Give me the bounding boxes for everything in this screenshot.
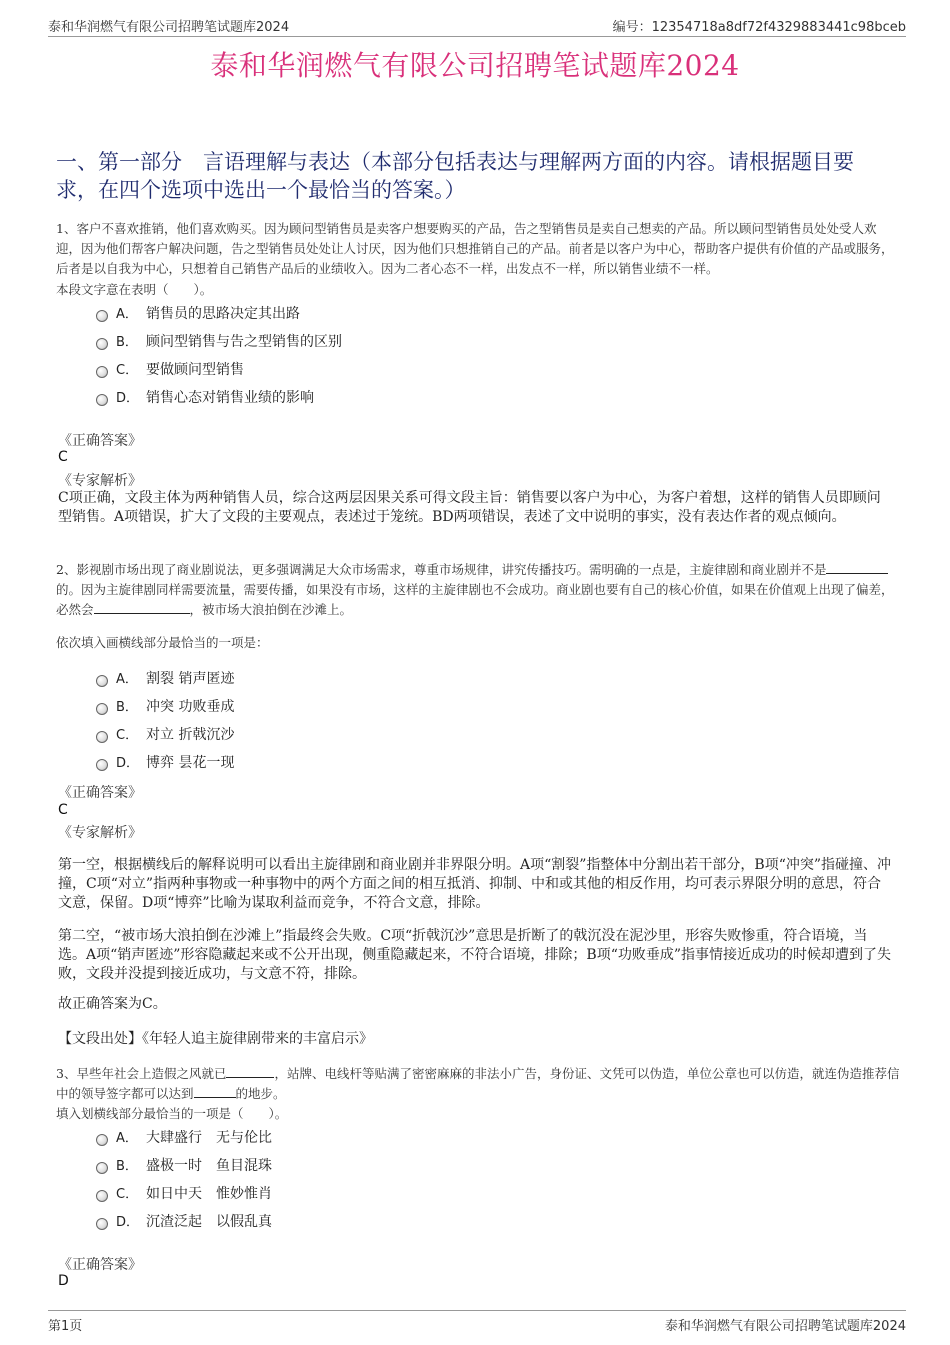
q1-option-a[interactable]: A． 销售员的思路决定其出路	[96, 303, 300, 325]
q1-answer-label: 《正确答案》	[58, 433, 142, 449]
radio-icon[interactable]	[96, 675, 108, 687]
q2-option-d[interactable]: D． 博弈 昙花一现	[96, 752, 234, 774]
radio-icon[interactable]	[96, 731, 108, 743]
blank-line	[194, 1085, 236, 1098]
blank-line	[226, 1065, 274, 1078]
page-header	[48, 14, 906, 37]
blank-line	[94, 601, 190, 614]
q3-answer-label: 《正确答案》	[58, 1257, 142, 1273]
q3-option-b[interactable]: B． 盛极一时 鱼目混珠	[96, 1155, 272, 1177]
q2-option-c[interactable]: C． 对立 折戟沉沙	[96, 724, 234, 746]
section-heading: 一、第一部分 言语理解与表达（本部分包括表达与理解两方面的内容。请根据题目要求，在四个选项中选出一个最恰当的答案。）	[56, 150, 854, 202]
q2-option-a[interactable]: A． 割裂 销声匿迹	[96, 668, 234, 690]
q2-analysis-label: 《专家解析》	[58, 825, 142, 841]
header-left: 泰和华润燃气有限公司招聘笔试题库2024	[48, 20, 290, 35]
q2-analysis-para3: 故正确答案为C。	[58, 996, 167, 1012]
q3-answer: D	[58, 1273, 69, 1289]
q1-answer: C	[58, 449, 68, 465]
document-title: 泰和华润燃气有限公司招聘笔试题库2024	[210, 49, 740, 82]
radio-icon[interactable]	[96, 1134, 108, 1146]
q1-stem: 1、客户不喜欢推销，他们喜欢购买。因为顾问型销售员是卖客户想要购买的产品，告之型销售员是卖自己想卖的产品。所以顾问型销售员处处受人欢迎，因为他们帮客户解决问题，告之型销售员处处让人讨厌，因为他们只想推销自己的产品。前者是以客户为中心，帮助客户提供有价值的产品或服务，后者是以自我为中心，只想着自己销售产品后的业绩收入。因为二者心态不一样，出发点不一样，所以销售业绩不一样。	[56, 221, 894, 276]
radio-icon[interactable]	[96, 1218, 108, 1230]
q2-stem: 2、影视剧市场出现了商业剧说法，更多强调满足大众市场需求，尊重市场规律，讲究传播技巧。需明确的一点是，主旋律剧和商业剧并不是的。因为主旋律剧同样需要流量，需要传播，如果没有市场，这样的主旋律剧也不会成功。商业剧也要有自己的核心价值，如果在价值观上出现了偏差，必然会 ，被市场大浪拍倒在沙滩上。	[56, 562, 894, 617]
radio-icon[interactable]	[96, 310, 108, 322]
q3-ask: 填入划横线部分最恰当的一项是（ ）。	[56, 1106, 288, 1121]
page-footer	[48, 1310, 906, 1333]
q2-analysis-para1: 第一空，根据横线后的解释说明可以看出主旋律剧和商业剧并非界限分明。A项“割裂”指整体中分割出若干部分，B项“冲突”指碰撞、冲撞，C项“对立”指两种事物或一种事物中的两个方面之间的相互抵消、抑制、中和或其他的相反作用，均可表示界限分明的意思，符合文意，保留。D项“博弈”比喻为谋取利益而竞争，不符合文意，排除。	[58, 857, 892, 911]
q1-analysis: C项正确，文段主体为两种销售人员，综合这两层因果关系可得文段主旨：销售要以客户为中心，为客户着想，这样的销售人员即顾问型销售。A项错误，扩大了文段的主要观点，表述过于笼统。BD两项错误，表述了文中说明的事实，没有表达作者的观点倾向。	[58, 490, 881, 525]
q1-analysis-label: 《专家解析》	[58, 473, 142, 489]
q1-ask: 本段文字意在表明（ ）。	[56, 282, 213, 297]
q2-option-b[interactable]: B． 冲突 功败垂成	[96, 696, 234, 718]
radio-icon[interactable]	[96, 366, 108, 378]
footer-title: 泰和华润燃气有限公司招聘笔试题库2024	[664, 1319, 906, 1334]
blank-line	[826, 561, 888, 574]
q1-option-d[interactable]: D． 销售心态对销售业绩的影响	[96, 387, 314, 409]
radio-icon[interactable]	[96, 338, 108, 350]
q3-stem: 3、早些年社会上造假之风就已 ，站牌、电线杆等贴满了密密麻麻的非法小广告，身份证、文凭可以伪造，单位公章也可以仿造，就连伪造推荐信中的领导签字都可以达到 的地步。	[56, 1066, 900, 1101]
q2-answer: C	[58, 802, 68, 818]
page-number: 第1页	[48, 1319, 83, 1334]
q3-option-a[interactable]: A． 大肆盛行 无与伦比	[96, 1127, 272, 1149]
radio-icon[interactable]	[96, 703, 108, 715]
q1-option-c[interactable]: C． 要做顾问型销售	[96, 359, 244, 381]
radio-icon[interactable]	[96, 394, 108, 406]
q2-ask: 依次填入画横线部分最恰当的一项是：	[56, 635, 269, 650]
q2-answer-label: 《正确答案》	[58, 785, 142, 801]
q2-analysis-para2: 第二空，“被市场大浪拍倒在沙滩上”指最终会失败。C项“折戟沉沙”意思是折断了的戟沉没在泥沙里，形容失败惨重，符合语境，当选。A项“销声匿迹”形容隐藏起来或不公开出现，侧重隐藏起来，不符合语境，排除；B项“功败垂成”指事情接近成功的时候却遭到了失败，文段并没提到接近成功，与文意不符，排除。	[58, 928, 892, 982]
q2-source: 【文段出处】《年轻人追主旋律剧带来的丰富启示》	[58, 1031, 373, 1047]
q3-option-c[interactable]: C． 如日中天 惟妙惟肖	[96, 1183, 272, 1205]
radio-icon[interactable]	[96, 759, 108, 771]
header-doc-id: 编号：12354718a8df72f4329883441c98bceb	[612, 20, 906, 35]
q1-option-b[interactable]: B． 顾问型销售与告之型销售的区别	[96, 331, 342, 353]
radio-icon[interactable]	[96, 1162, 108, 1174]
radio-icon[interactable]	[96, 1190, 108, 1202]
q3-option-d[interactable]: D． 沉渣泛起 以假乱真	[96, 1211, 272, 1233]
